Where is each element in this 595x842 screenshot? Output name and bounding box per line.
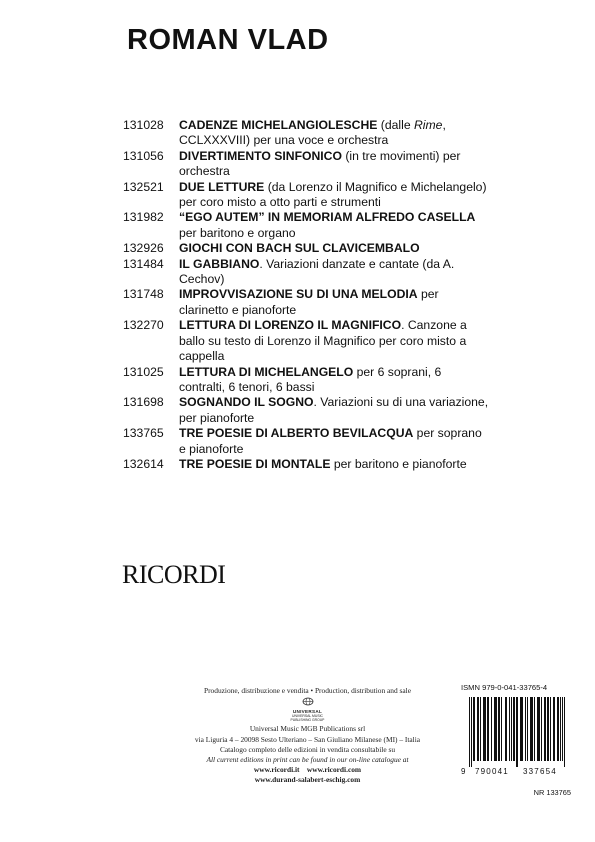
catalogue-entry [123, 149, 489, 180]
works-catalogue [123, 118, 489, 472]
work-title: DIVERTIMENTO SINFONICO [179, 148, 342, 163]
catalogue-description [179, 180, 489, 211]
catalogue-description [179, 457, 489, 472]
work-title: IL GABBIANO [179, 256, 260, 271]
catalogue-number: 131025 [123, 364, 164, 379]
work-detail-pre: (dalle [377, 118, 414, 132]
work-detail: per soprano e pianoforte [179, 426, 482, 456]
website-link-ricordi-com[interactable]: www.ricordi.com [306, 765, 362, 775]
catalogue-number: 132521 [123, 179, 164, 194]
imprint-production-line: Produzione, distribuzione e vendita • Production, distribution and sale [203, 686, 412, 695]
catalogue-entry [123, 118, 489, 149]
catalogue-entry [123, 257, 489, 288]
website-link-durand[interactable]: www.durand-salabert-eschig.com [254, 775, 361, 785]
composer-name: ROMAN VLAD [127, 24, 329, 56]
barcode-digit-group-1: 790041 [475, 767, 509, 776]
work-title: TRE POESIE DI MONTALE [179, 456, 331, 471]
catalogue-number: 131028 [123, 118, 164, 132]
imprint-company: Universal Music MGB Publications srl [249, 724, 366, 734]
imprint-websites [185, 765, 430, 775]
catalogue-description [179, 395, 489, 426]
catalogue-number: 133765 [123, 426, 164, 441]
catalogue-entry [123, 426, 489, 457]
work-title: “EGO AUTEM” IN MEMORIAM ALFREDO CASELLA [179, 210, 476, 225]
work-title: SOGNANDO IL SOGNO [179, 395, 314, 410]
catalogue-number: 131698 [123, 395, 164, 410]
work-detail: per baritono e pianoforte [330, 456, 467, 471]
work-detail: per baritono e organo [179, 225, 296, 240]
catalogue-number: 132926 [123, 241, 164, 256]
work-detail: (in tre movimenti) per orchestra [179, 148, 461, 179]
barcode-block [461, 683, 573, 797]
ismn-number: ISMN 979-0-041-33765-4 [461, 683, 548, 692]
imprint-address: via Liguria 4 – 20098 Sesto Ulteriano – San Giuliano Milanese (MI) – Italia [194, 734, 421, 744]
work-title: DUE LETTURE [179, 179, 265, 194]
work-title: LETTURA DI MICHELANGELO [179, 364, 354, 379]
catalogue-description [179, 118, 489, 149]
work-title: IMPROVVISAZIONE SU DI UNA MELODIA [179, 287, 418, 302]
ricordi-logo: RICORDI [122, 560, 226, 589]
universal-logo-subtitle: UNIVERSAL MUSIC PUBLISHING GROUP [290, 714, 325, 723]
catalogue-description [179, 210, 489, 241]
catalogue-entry [123, 457, 489, 472]
catalogue-entry [123, 287, 489, 318]
universal-logo [288, 697, 328, 722]
work-title: GIOCHI CON BACH SUL CLAVICEMBALO [179, 241, 420, 256]
website-link-ricordi-it[interactable]: www.ricordi.it [253, 765, 300, 775]
catalogue-number: 131748 [123, 287, 164, 302]
work-title: CADENZE MICHELANGIOLESCHE [179, 118, 378, 132]
work-title: TRE POESIE DI ALBERTO BEVILACQUA [179, 426, 414, 441]
catalogue-number: 131484 [123, 256, 164, 271]
work-detail: , CCLXXXVIII) per una voce e orchestra [179, 118, 446, 148]
catalogue-description [179, 241, 489, 256]
catalogue-number: 132614 [123, 456, 164, 471]
catalogue-entry [123, 210, 489, 241]
work-detail: . Canzone a ballo su testo di Lorenzo il Magnifico per coro misto a cappella [179, 318, 467, 364]
imprint-block [185, 686, 430, 786]
catalogue-description [179, 426, 489, 457]
catalogue-description [179, 365, 489, 396]
imprint-catalogue-note: Catalogo completo delle edizioni in vendita consultabile su [219, 744, 396, 754]
work-detail: . Variazioni danzate e cantate (da A. Cechov) [179, 256, 455, 287]
nr-code: NR 133765 [533, 788, 571, 797]
barcode-digits [461, 767, 573, 778]
barcode-digit-group-2: 337654 [523, 767, 557, 776]
work-detail: per clarinetto e pianoforte [179, 287, 439, 317]
work-title: LETTURA DI LORENZO IL MAGNIFICO [179, 318, 402, 333]
catalogue-description [179, 149, 489, 180]
catalogue-number: 131056 [123, 148, 164, 163]
barcode-digit-first: 9 [461, 767, 466, 776]
imprint-catalogue-note-en: All current editions in print can be found in our on-line catalogue at [206, 755, 409, 765]
catalogue-entry [123, 365, 489, 396]
work-detail: . Variazioni su di una variazione, per pianoforte [179, 395, 489, 425]
catalogue-number: 131982 [123, 210, 164, 225]
work-detail: (da Lorenzo il Magnifico e Michelangelo) per coro misto a otto parti e strumenti [179, 179, 487, 210]
catalogue-entry [123, 395, 489, 426]
catalogue-description [179, 257, 489, 288]
catalogue-entry [123, 241, 489, 256]
catalogue-entry [123, 318, 489, 364]
work-detail: per 6 soprani, 6 contralti, 6 tenori, 6 bassi [179, 364, 442, 394]
universal-logo-word: UNIVERSAL [292, 709, 323, 715]
barcode-icon [461, 697, 573, 767]
catalogue-description [179, 287, 489, 318]
catalogue-number: 132270 [123, 318, 164, 333]
universal-globe-icon [301, 697, 315, 706]
catalogue-description [179, 318, 489, 364]
work-detail-italic: Rime [414, 118, 443, 132]
catalogue-entry [123, 180, 489, 211]
